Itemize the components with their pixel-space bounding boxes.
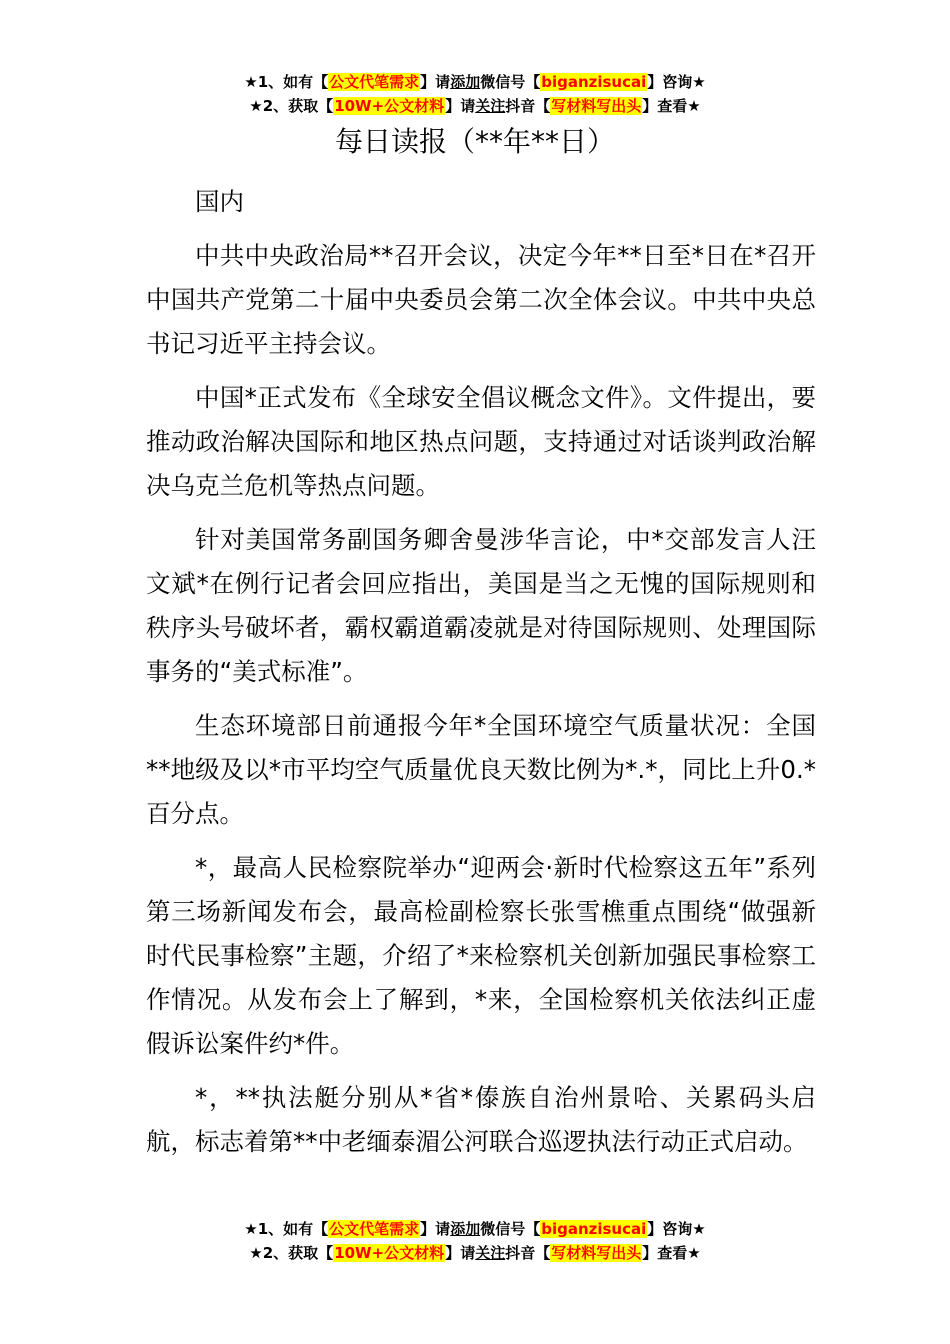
banner-highlight: biganzisucai xyxy=(541,73,647,91)
document-body xyxy=(146,180,816,1164)
paragraph: 中国*正式发布《全球安全倡议概念文件》。文件提出，要推动政治解决国际和地区热点问题，支持通过对话谈判政治解决乌克兰危机等热点问题。 xyxy=(146,383,816,500)
banner-line-2 xyxy=(0,1241,950,1265)
banner-text: 抖音【 xyxy=(505,97,551,115)
banner-text: ★1、如有【 xyxy=(244,73,329,91)
banner-underlined: 添加 xyxy=(450,1220,481,1238)
paragraph: 生态环境部日前通报今年*全国环境空气质量状况：全国**地级及以*市平均空气质量优良天数比例为*.*，同比上升0.*百分点。 xyxy=(146,711,816,828)
banner-text: 】咨询★ xyxy=(647,1220,706,1238)
banner-text: 】查看★ xyxy=(642,1244,701,1262)
banner-highlight: 公文代笔需求 xyxy=(329,73,420,91)
header-banner xyxy=(0,70,950,118)
banner-line-1 xyxy=(0,1217,950,1241)
banner-highlight: 10W+公文材料 xyxy=(334,97,445,115)
banner-text: ★2、获取【 xyxy=(249,97,334,115)
banner-text: 抖音【 xyxy=(505,1244,551,1262)
banner-text: ★1、如有【 xyxy=(244,1220,329,1238)
banner-underlined: 关注 xyxy=(475,1244,506,1262)
banner-text: 微信号【 xyxy=(480,73,541,91)
banner-highlight: biganzisucai xyxy=(541,1220,647,1238)
paragraph: *，最高人民检察院举办“迎两会·新时代检察这五年”系列第三场新闻发布会，最高检副检察长张雪樵重点围绕“做强新时代民事检察”主题，介绍了*来检察机关创新加强民事检察工作情况。从发布会上了解到，*来，全国检察机关依法纠正虚假诉讼案件约*件。 xyxy=(146,853,816,1058)
banner-text: 】咨询★ xyxy=(647,73,706,91)
banner-text: 】查看★ xyxy=(642,97,701,115)
paragraph: 针对美国常务副国务卿舍曼涉华言论，中*交部发言人汪文斌*在例行记者会回应指出，美国是当之无愧的国际规则和秩序头号破坏者，霸权霸道霸凌就是对待国际规则、处理国际事务的“美式标准”。 xyxy=(146,525,816,686)
paragraph: *，**执法艇分别从*省*傣族自治州景哈、关累码头启航，标志着第**中老缅泰湄公河联合巡逻执法行动正式启动。 xyxy=(146,1083,816,1156)
page-title: 每日读报（**年**日） xyxy=(334,125,615,158)
banner-line-1 xyxy=(0,70,950,94)
banner-line-2 xyxy=(0,94,950,118)
banner-highlight: 写材料写出头 xyxy=(551,97,642,115)
paragraph: 中共中央政治局**召开会议，决定今年**日至*日在*召开中国共产党第二十届中央委员会第二次全体会议。中共中央总书记习近平主持会议。 xyxy=(146,241,816,358)
banner-text: 】请 xyxy=(445,1244,476,1262)
banner-highlight: 写材料写出头 xyxy=(551,1244,642,1262)
banner-text: 微信号【 xyxy=(480,1220,541,1238)
section-heading: 国内 xyxy=(195,187,244,216)
footer-banner xyxy=(0,1217,950,1265)
banner-highlight: 10W+公文材料 xyxy=(334,1244,445,1262)
banner-highlight: 公文代笔需求 xyxy=(329,1220,420,1238)
banner-underlined: 关注 xyxy=(475,97,506,115)
banner-text: 】请 xyxy=(420,73,451,91)
banner-text: 】请 xyxy=(445,97,476,115)
banner-text: ★2、获取【 xyxy=(249,1244,334,1262)
banner-underlined: 添加 xyxy=(450,73,481,91)
banner-text: 】请 xyxy=(420,1220,451,1238)
